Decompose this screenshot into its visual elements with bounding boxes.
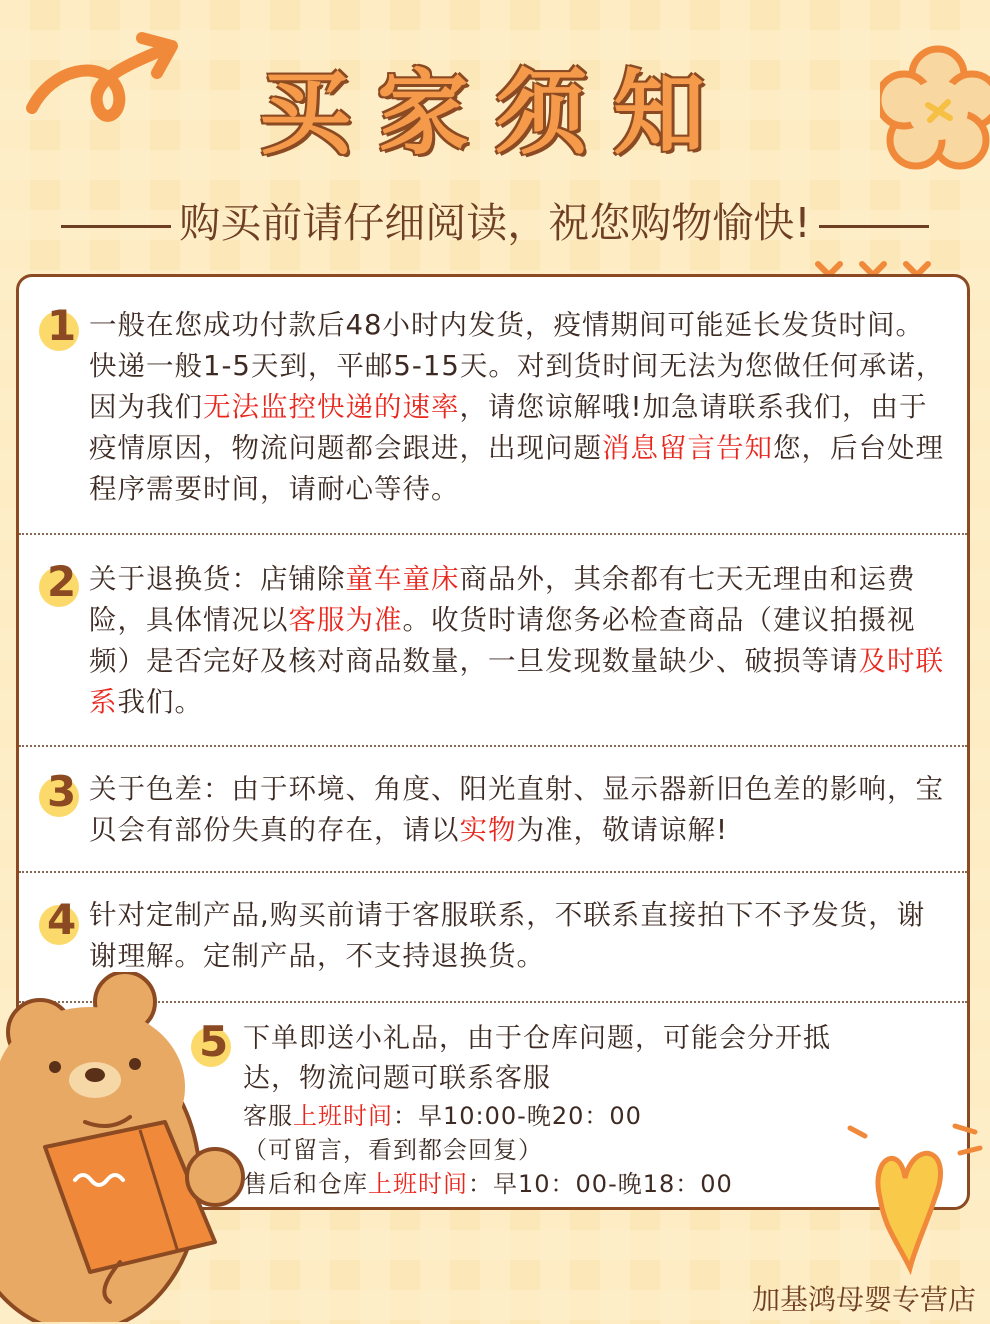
- text-run: 。收货时请您务必检查商品（建议拍摄视频）是否完好及核对商品数量，一旦发现数量缺少、破损等请: [89, 604, 916, 677]
- highlight-text: 上班时间: [368, 1170, 468, 1198]
- highlight-text: 童车童床: [345, 563, 460, 595]
- text-run: 售后和仓库: [243, 1170, 368, 1198]
- notice-item-2: [19, 535, 967, 747]
- item-number: 2: [47, 557, 77, 606]
- text-run: 商品外，其余都有七天无理由和运费险，具体情况以: [89, 563, 916, 636]
- heart-doodle-icon: [840, 1118, 990, 1288]
- item-text: 针对定制产品,购买前请于客服联系，不联系直接拍下不予发货，谢谢理解。定制产品，不支持退换货。: [89, 899, 926, 972]
- subtitle-left-rule: [61, 225, 171, 228]
- subtitle-text: 购买前请仔细阅读，祝您购物愉快!: [179, 199, 811, 247]
- text-run: 我们。: [117, 686, 203, 718]
- text-line: 达，物流问题可联系客服: [243, 1063, 551, 1094]
- text-run: 关于退换货：店铺除: [89, 563, 346, 595]
- text-run: 一般在您成功付款后48小时内发货，疫情期间可能延长发货时间。快递一般1-5天到，平邮5-15天。对到货时间无法为您做任何承诺，因为我们: [89, 309, 945, 423]
- item-text: [89, 769, 945, 851]
- highlight-text: 客服为准: [288, 604, 403, 636]
- notice-item-3: [19, 747, 967, 873]
- text-line: 下单即送小礼品，由于仓库问题，可能会分开抵: [243, 1023, 831, 1054]
- highlight-text: 实物: [459, 814, 517, 846]
- item-text: [89, 305, 945, 510]
- highlight-text: 消息留言告知: [602, 432, 773, 464]
- item-text: [89, 559, 945, 723]
- item-number: 1: [47, 301, 77, 350]
- item-number: 5: [199, 1017, 229, 1066]
- shop-name: 加基鸿母婴专营店: [751, 1283, 976, 1316]
- text-run: 客服: [243, 1102, 293, 1130]
- highlight-text: 及时联系: [89, 645, 944, 718]
- page-subtitle: [0, 190, 990, 249]
- text-run: ，请您谅解哦!加急请联系我们，由于疫情原因，物流问题都会跟进，出现问题: [89, 391, 928, 464]
- text-run: 为准，敬请谅解!: [516, 814, 729, 846]
- subtitle-right-rule: [819, 225, 929, 228]
- item-number: 4: [47, 895, 77, 944]
- text-run: ：早10：00-晚18：00: [468, 1170, 733, 1198]
- highlight-text: 上班时间: [293, 1102, 393, 1130]
- text-run: ：早10:00-晚20：00: [393, 1102, 642, 1130]
- highlight-text: 无法监控快递的速率: [203, 391, 460, 423]
- hours-note: （可留言，看到都会回复）: [243, 1136, 543, 1164]
- text-run: 您，后台处理程序需要时间，请耐心等待。: [89, 432, 944, 505]
- item-number: 3: [47, 767, 77, 816]
- notice-item-1: [19, 277, 967, 535]
- text-run: 关于色差：由于环境、角度、阳光直射、显示器新旧色差的影响，宝贝会有部份失真的存在，请以: [89, 773, 944, 846]
- page-title: 买家须知: [258, 60, 731, 167]
